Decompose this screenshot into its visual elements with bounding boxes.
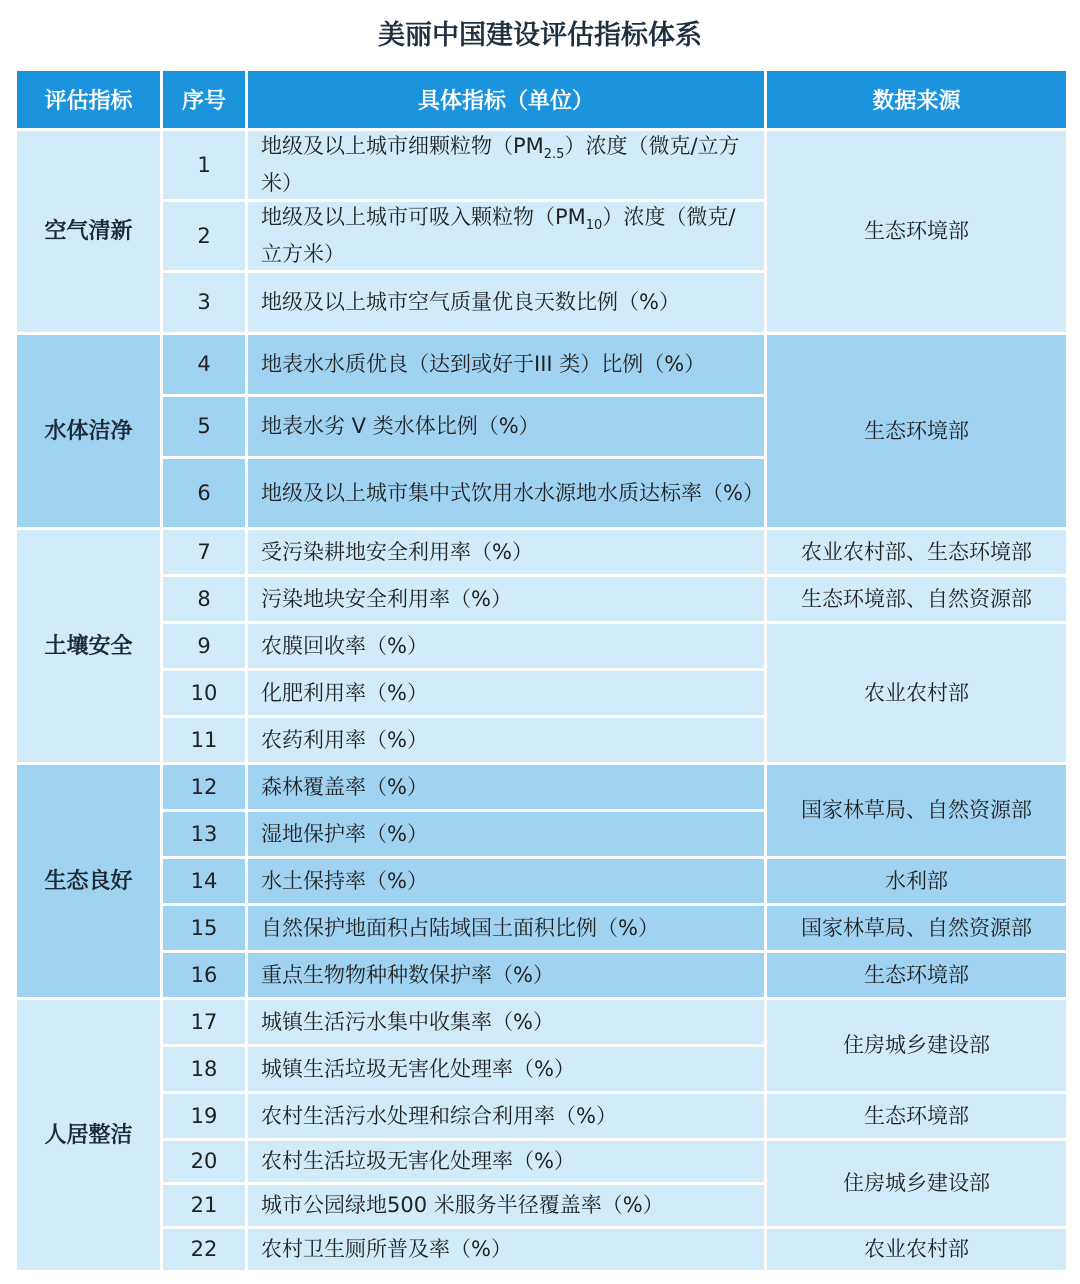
row-number: 15 — [162, 905, 247, 952]
category-cell: 人居整洁 — [16, 999, 162, 1272]
row-number: 4 — [162, 334, 247, 396]
indicator-cell: 城镇生活污水集中收集率（%） — [247, 999, 766, 1046]
table-row — [16, 130, 1068, 201]
row-number: 20 — [162, 1140, 247, 1184]
indicator-cell: 化肥利用率（%） — [247, 670, 766, 717]
source-cell: 生态环境部 — [766, 1093, 1068, 1140]
source-cell: 住房城乡建设部 — [766, 1140, 1068, 1228]
indicator-cell: 地表水劣 V 类水体比例（%） — [247, 396, 766, 458]
indicator-cell: 农村生活垃圾无害化处理率（%） — [247, 1140, 766, 1184]
indicator-cell: 农药利用率（%） — [247, 717, 766, 764]
row-number: 6 — [162, 458, 247, 529]
table-row — [16, 334, 1068, 396]
indicator-cell: 湿地保护率（%） — [247, 811, 766, 858]
indicator-text: 地级及以上城市可吸入颗粒物（PM — [261, 204, 586, 229]
row-number: 3 — [162, 272, 247, 334]
source-cell: 国家林草局、自然资源部 — [766, 905, 1068, 952]
row-number: 16 — [162, 952, 247, 999]
header-category: 评估指标 — [16, 70, 162, 130]
indicator-text-tail: ）浓度（微克/立方米） — [261, 204, 736, 267]
indicator-cell: 地表水水质优良（达到或好于III 类）比例（%） — [247, 334, 766, 396]
table-row — [16, 858, 1068, 905]
indicator-cell: 受污染耕地安全利用率（%） — [247, 529, 766, 576]
table-row — [16, 576, 1068, 623]
row-number: 8 — [162, 576, 247, 623]
indicator-cell: 地级及以上城市空气质量优良天数比例（%） — [247, 272, 766, 334]
table-row — [16, 1228, 1068, 1272]
indicator-cell: 地级及以上城市集中式饮用水水源地水质达标率（%） — [247, 458, 766, 529]
row-number: 19 — [162, 1093, 247, 1140]
row-number: 17 — [162, 999, 247, 1046]
source-cell: 农业农村部、生态环境部 — [766, 529, 1068, 576]
indicator-cell: 污染地块安全利用率（%） — [247, 576, 766, 623]
indicator-cell: 城镇生活垃圾无害化处理率（%） — [247, 1046, 766, 1093]
row-number: 1 — [162, 130, 247, 201]
row-number: 7 — [162, 529, 247, 576]
category-cell: 水体洁净 — [16, 334, 162, 529]
table-row — [16, 1093, 1068, 1140]
row-number: 5 — [162, 396, 247, 458]
source-cell: 生态环境部 — [766, 952, 1068, 999]
indicator-cell: 森林覆盖率（%） — [247, 764, 766, 811]
indicator-cell: 农村生活污水处理和综合利用率（%） — [247, 1093, 766, 1140]
indicator-cell: 农膜回收率（%） — [247, 623, 766, 670]
header-number: 序号 — [162, 70, 247, 130]
table-row — [16, 623, 1068, 670]
table-row — [16, 905, 1068, 952]
header-indicator: 具体指标（单位） — [247, 70, 766, 130]
row-number: 10 — [162, 670, 247, 717]
source-cell: 国家林草局、自然资源部 — [766, 764, 1068, 858]
table-row — [16, 999, 1068, 1046]
row-number: 21 — [162, 1184, 247, 1228]
row-number: 12 — [162, 764, 247, 811]
table-row — [16, 952, 1068, 999]
indicator-cell: 农村卫生厕所普及率（%） — [247, 1228, 766, 1272]
indicator-cell: 水土保持率（%） — [247, 858, 766, 905]
indicator-cell — [247, 130, 766, 201]
indicator-cell: 城市公园绿地500 米服务半径覆盖率（%） — [247, 1184, 766, 1228]
header-source: 数据来源 — [766, 70, 1068, 130]
row-number: 22 — [162, 1228, 247, 1272]
page-title: 美丽中国建设评估指标体系 — [378, 20, 702, 51]
indicator-cell: 自然保护地面积占陆域国土面积比例（%） — [247, 905, 766, 952]
indicator-cell — [247, 201, 766, 272]
table-row — [16, 1140, 1068, 1184]
category-cell: 土壤安全 — [16, 529, 162, 764]
category-cell: 空气清新 — [16, 130, 162, 334]
header-row — [16, 70, 1068, 130]
row-number: 11 — [162, 717, 247, 764]
source-cell: 生态环境部、自然资源部 — [766, 576, 1068, 623]
row-number: 2 — [162, 201, 247, 272]
category-cell: 生态良好 — [16, 764, 162, 999]
indicator-subscript: 2.5 — [543, 147, 565, 163]
source-cell: 住房城乡建设部 — [766, 999, 1068, 1093]
source-cell: 水利部 — [766, 858, 1068, 905]
source-cell: 农业农村部 — [766, 1228, 1068, 1272]
table-row — [16, 764, 1068, 811]
indicator-text-tail: ）浓度（微克/立方米） — [261, 133, 740, 196]
source-cell: 农业农村部 — [766, 623, 1068, 764]
indicator-subscript: 10 — [585, 218, 603, 234]
source-cell: 生态环境部 — [766, 130, 1068, 334]
row-number: 13 — [162, 811, 247, 858]
indicator-table — [14, 68, 1069, 1273]
row-number: 9 — [162, 623, 247, 670]
table-row — [16, 529, 1068, 576]
row-number: 18 — [162, 1046, 247, 1093]
indicator-text: 地级及以上城市细颗粒物（PM — [261, 133, 544, 158]
source-cell: 生态环境部 — [766, 334, 1068, 529]
row-number: 14 — [162, 858, 247, 905]
indicator-cell: 重点生物物种种数保护率（%） — [247, 952, 766, 999]
